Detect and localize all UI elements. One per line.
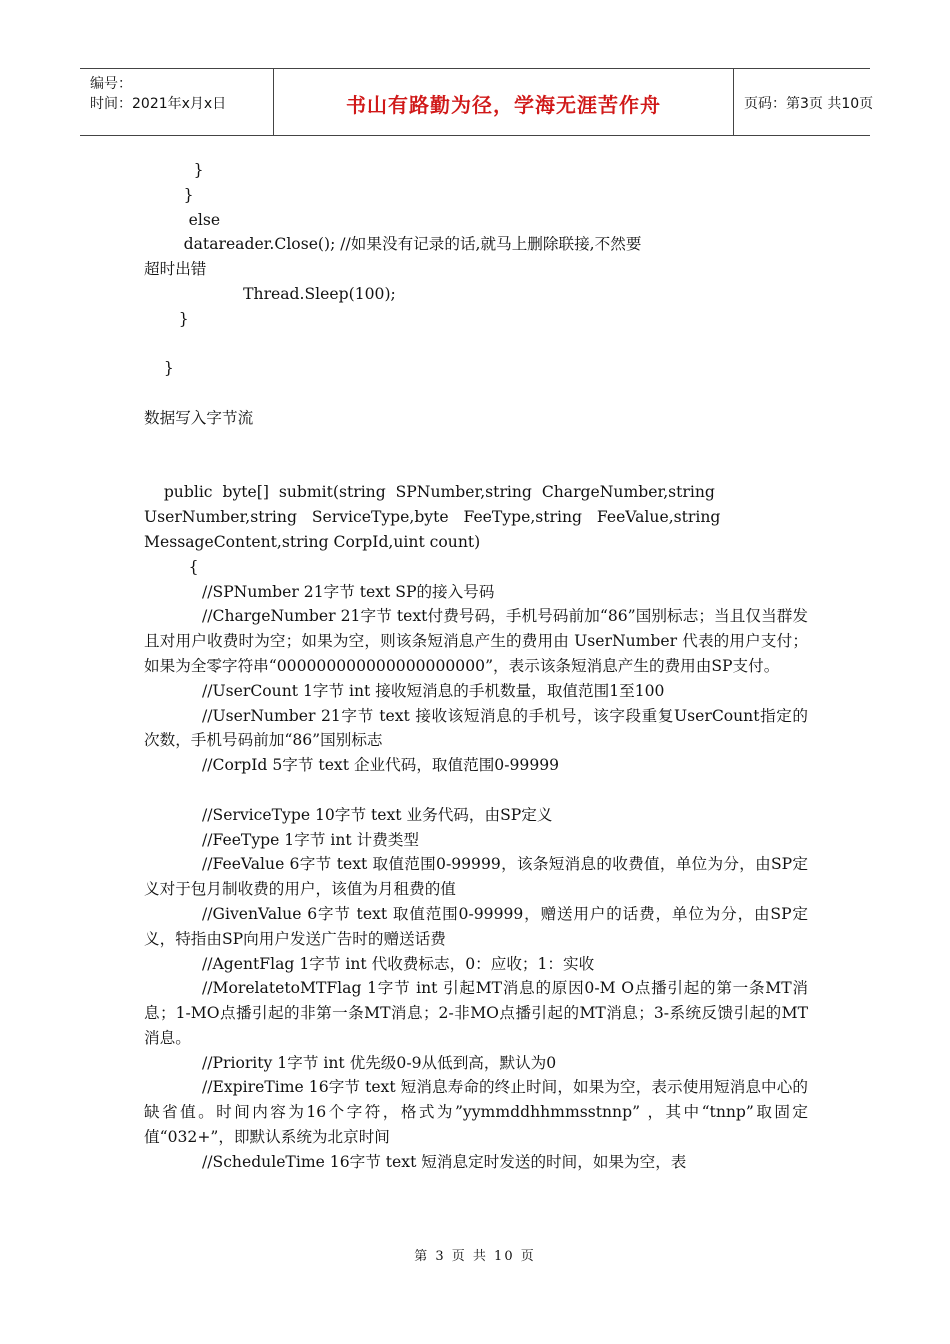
- comment-morelatetomtflag: //MorelatetoMTFlag 1字节 int 引起MT消息的原因0-M O点播引起的第一条MT消息；1-MO点播引起的非第一条MT消息；2-非MO点播引起的MT消息；3-系统反馈引起的MT消息。: [144, 979, 808, 1047]
- header-motto-cell: [274, 69, 734, 135]
- page-header: [80, 68, 874, 136]
- code-line: }: [144, 161, 204, 179]
- comment-agentflag: //AgentFlag 1字节 int 代收费标志，0：应收；1：实收: [202, 954, 595, 973]
- section-title: 数据写入字节流: [144, 408, 254, 427]
- submit-signature-line: public byte[] submit(string SPNumber,string ChargeNumber,string: [144, 483, 715, 502]
- document-number-label: 编号：: [90, 76, 132, 92]
- comment-spnumber: //SPNumber 21字节 text SP的接入号码: [202, 582, 495, 601]
- comment-priority: //Priority 1字节 int 优先级0-9从低到高，默认为0: [202, 1053, 557, 1072]
- comment-feetype: //FeeType 1字节 int 计费类型: [202, 830, 420, 849]
- page-footer: 第 3 页 共 10 页: [414, 1249, 536, 1264]
- header-page-code: 页码：第3页 共10页: [744, 96, 874, 112]
- submit-signature-line: UserNumber,string ServiceType,byte FeeType,string FeeValue,string: [144, 508, 721, 527]
- comment-blank: [144, 778, 808, 803]
- comment-usercount: //UserCount 1字节 int 接收短消息的手机数量，取值范围1至100: [202, 681, 665, 700]
- header-left-cell: [80, 69, 274, 135]
- comment-scheduletime: //ScheduleTime 16字节 text 短消息定时发送的时间，如果为空，表: [202, 1152, 687, 1171]
- comment-givenvalue: //GivenValue 6字节 text 取值范围0-99999，赠送用户的话费，单位为分，由SP定义，特指由SP向用户发送广告时的赠送话费: [144, 904, 808, 948]
- document-body: [144, 158, 808, 1175]
- comment-expiretime: //ExpireTime 16字节 text 短消息寿命的终止时间，如果为空，表示使用短消息中心的缺省值。时间内容为16个字符，格式为”yymmddhhmmsstnnp” ，其中“tnnp”取固定值“032+”，即默认系统为北京时间: [144, 1078, 808, 1147]
- comment-usernumber: //UserNumber 21字节 text 接收该短消息的手机号，该字段重复UserCount指定的次数，手机号码前加“86”国别标志: [144, 706, 808, 750]
- comment-corpid: //CorpId 5字节 text 企业代码，取值范围0-99999: [202, 756, 560, 775]
- code-line: [144, 332, 808, 357]
- document-date-label: 时间：2021年x月x日: [90, 96, 227, 112]
- code-line: datareader.Close(); //如果没有记录的话,就马上删除联接,不然要: [144, 235, 642, 254]
- code-line: }: [144, 359, 174, 378]
- comment-servicetype: //ServiceType 10字节 text 业务代码，由SP定义: [202, 805, 553, 824]
- code-line: else: [144, 210, 221, 229]
- code-line: }: [144, 309, 189, 328]
- comment-feevalue: //FeeValue 6字节 text 取值范围0-99999，该条短消息的收费值，单位为分，由SP定义对于包月制收费的用户，该值为月租费的值: [144, 855, 808, 899]
- submit-signature-line: MessageContent,string CorpId,uint count): [144, 532, 481, 551]
- code-line: Thread.Sleep(100);: [144, 284, 396, 303]
- comment-chargenumber: //ChargeNumber 21字节 text付费号码，手机号码前加“86”国别标志；当且仅当群发且对用户收费时为空；如果为空，则该条短消息产生的费用由 UserNumber 代表的用户支付；如果为全零字符串“000000000000000000000”，表示该条短消息产生的费用由SP支付。: [144, 607, 808, 675]
- code-line-wrap: 超时出错: [144, 260, 207, 279]
- code-line: }: [144, 185, 194, 204]
- submit-signature-line: {: [144, 557, 199, 576]
- header-motto: 书山有路勤为径，学海无涯苦作舟: [346, 93, 661, 117]
- header-right-cell: [734, 69, 874, 135]
